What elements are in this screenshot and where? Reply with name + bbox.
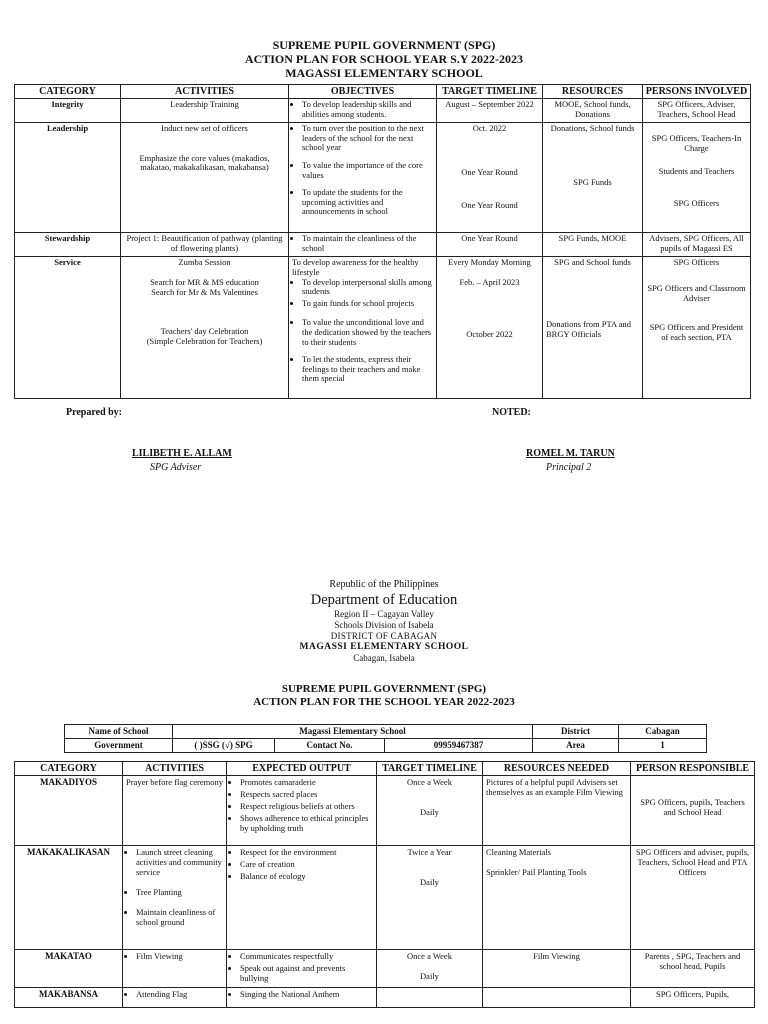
doc1-title	[0, 38, 768, 80]
resources-cell: SPG Funds, MOOE	[543, 233, 643, 257]
letterhead-republic: Republic of the Philippines	[329, 579, 439, 590]
table-row	[15, 99, 751, 123]
objective-item: • To maintain the cleanliness of the school	[302, 234, 433, 253]
timeline-item: Feb. – April 2023	[459, 276, 520, 287]
activity-item: • Launch street cleaning activities and community service	[136, 847, 223, 877]
government-value: ( )SSG (√) SPG	[173, 739, 275, 753]
letterhead-town: Cabagan, Isabela	[353, 653, 415, 663]
persons-item: SPG Officers	[673, 257, 720, 268]
output-item: • Communicates respectfully	[240, 951, 373, 961]
persons-item: SPG Officers, pupils, Teachers and School Head	[640, 797, 745, 817]
output-cell	[227, 950, 377, 988]
category-cell: Stewardship	[15, 233, 121, 257]
objective-item: • To develop interpersonal skills among students	[302, 278, 433, 297]
objective-cell	[289, 233, 437, 257]
district-label: District	[533, 725, 619, 739]
table-row	[15, 846, 755, 950]
table-row	[15, 988, 755, 1008]
objective-cell	[289, 99, 437, 123]
activity-item: Emphasize the core values (makadios, makatao, makakalikasan, makabansa)	[139, 152, 270, 173]
activity-cell: Prayer before flag ceremony	[123, 776, 227, 846]
objective-cell	[289, 123, 437, 233]
noted-label: NOTED:	[492, 407, 531, 418]
letterhead-department: Department of Education	[310, 592, 458, 608]
objective-item: • To develop leadership skills and abilities among students.	[302, 100, 433, 119]
contact-value: 09959467387	[385, 739, 533, 753]
doc1-action-plan-table	[14, 84, 751, 399]
timeline-item: Once a Week	[407, 777, 452, 787]
timeline-cell	[437, 257, 543, 399]
persons-item: SPG Officers, Teachers-In Charge	[651, 133, 742, 153]
category-cell: MAKATAO	[15, 950, 123, 988]
resources-cell: Film Viewing	[483, 950, 631, 988]
area-value: 1	[619, 739, 707, 753]
output-item: • Respects sacred places	[240, 789, 373, 799]
persons-cell: SPG Officers, Adviser, Teachers, School Head	[643, 99, 751, 123]
activity-item: (Simple Celebration for Teachers)	[146, 335, 263, 346]
persons-item: Students and Teachers	[658, 166, 735, 177]
activity-item: Search for Mr & Ms Valentines	[151, 286, 258, 297]
signatory-name: LILIBETH E. ALLAM	[132, 448, 232, 459]
header-resources: RESOURCES	[543, 85, 643, 99]
category-cell: MAKAKALIKASAN	[15, 846, 123, 950]
persons-cell	[643, 123, 751, 233]
resources-cell	[543, 123, 643, 233]
activity-item: • Maintain cleanliness of school ground	[136, 907, 223, 927]
header-category: CATEGORY	[15, 85, 121, 99]
header-persons-involved: PERSONS INVOLVED	[643, 85, 751, 99]
category-cell: MAKADIYOS	[15, 776, 123, 846]
output-cell	[227, 776, 377, 846]
letterhead-school: MAGASSI ELEMENTARY SCHOOL	[299, 642, 469, 652]
activity-item: Induct new set of officers	[161, 123, 248, 134]
name-of-school-label: Name of School	[65, 725, 173, 739]
header-expected-output: EXPECTED OUTPUT	[227, 762, 377, 776]
header-resources-needed: RESOURCES NEEDED	[483, 762, 631, 776]
objective-item: • To update the students for the upcoming activities and announcements in school	[302, 188, 433, 217]
activity-item: Teachers' day Celebration	[160, 326, 249, 337]
doc1-header-row	[15, 85, 751, 99]
doc1-title-line3: MAGASSI ELEMENTARY SCHOOL	[285, 66, 483, 80]
persons-cell	[631, 776, 755, 846]
persons-cell: Parents , SPG, Teachers and school head, Pupils	[631, 950, 755, 988]
doc2-header-row	[15, 762, 755, 776]
persons-cell: Advisers, SPG Officers, All pupils of Magassi ES	[643, 233, 751, 257]
doc2-title-line1: SUPREME PUPIL GOVERNMENT (SPG)	[281, 683, 487, 695]
activity-cell	[121, 123, 289, 233]
category-cell: Integrity	[15, 99, 121, 123]
table-row	[15, 233, 751, 257]
objective-item: • To gain funds for school projects	[302, 299, 433, 309]
objective-item: • To turn over the position to the next leaders of the school for the next school year	[302, 124, 433, 153]
letterhead-division: Schools Division of Isabela	[334, 620, 434, 630]
output-item: • Respect for the environment	[240, 847, 373, 857]
letterhead-district: DISTRICT OF CABAGAN	[330, 631, 438, 641]
contact-label: Contact No.	[275, 739, 385, 753]
timeline-cell: One Year Round	[437, 233, 543, 257]
activity-cell	[121, 257, 289, 399]
activity-cell	[123, 950, 227, 988]
table-row	[15, 123, 751, 233]
output-item: • Care of creation	[240, 859, 373, 869]
timeline-item: Daily	[420, 971, 439, 981]
resources-cell: MOOE, School funds, Donations	[543, 99, 643, 123]
header-activities: ACTIVITIES	[121, 85, 289, 99]
activity-cell	[123, 846, 227, 950]
persons-cell	[643, 257, 751, 399]
district-value: Cabagan	[619, 725, 707, 739]
persons-item: SPG Officers and Classroom Adviser	[647, 282, 746, 303]
school-info-row	[65, 739, 707, 753]
objective-item: To develop awareness for the healthy lifestyle	[292, 257, 419, 277]
school-info-table	[64, 724, 707, 753]
timeline-item: Once a Week	[407, 951, 452, 961]
activity-item: Zumba Session	[178, 257, 231, 268]
table-row	[15, 257, 751, 399]
activity-cell: Project 1: Beautification of pathway (planting of flowering plants)	[121, 233, 289, 257]
header-objectives: OBJECTIVES	[289, 85, 437, 99]
persons-cell: SPG Officers and adviser, pupils, Teachers, School Head and PTA Officers	[631, 846, 755, 950]
persons-item: SPG Officers and President of each section, PTA	[649, 322, 744, 342]
doc2-letterhead	[0, 579, 768, 664]
activity-item: • Film Viewing	[136, 951, 223, 961]
resources-item: SPG and School funds	[554, 257, 631, 268]
activity-item: • Tree Planting	[136, 887, 223, 897]
resources-cell	[483, 988, 631, 1008]
letterhead-region: Region II – Cagayan Valley	[334, 609, 434, 619]
timeline-item: Daily	[420, 877, 439, 887]
timeline-cell	[377, 776, 483, 846]
output-item: • Shows adherence to ethical principles by upholding truth	[240, 813, 373, 833]
activity-item: Search for MR & MS education	[150, 276, 259, 287]
output-item: • Singing the National Anthem	[240, 989, 373, 999]
output-item: • Speak out against and prevents bullying	[240, 963, 373, 983]
objective-item: • To value the importance of the core values	[302, 161, 433, 180]
name-of-school-value: Magassi Elementary School	[173, 725, 533, 739]
objective-item: • To let the students, express their feelings to their teachers and make them special	[302, 355, 433, 384]
table-row	[15, 950, 755, 988]
resources-cell	[543, 257, 643, 399]
timeline-cell	[377, 846, 483, 950]
output-item: • Respect religious beliefs at others	[240, 801, 373, 811]
timeline-item: One Year Round	[461, 200, 518, 211]
timeline-item: Twice a Year	[407, 847, 452, 857]
timeline-cell	[377, 950, 483, 988]
header-person-responsible: PERSON RESPONSIBLE	[631, 762, 755, 776]
timeline-cell	[377, 988, 483, 1008]
area-label: Area	[533, 739, 619, 753]
doc2-action-plan-table	[14, 761, 755, 1008]
timeline-item: Oct. 2022	[472, 123, 507, 134]
doc2-title-line2: ACTION PLAN FOR THE SCHOOL YEAR 2022-2023	[253, 696, 515, 708]
doc2-title	[0, 683, 768, 709]
government-label: Government	[65, 739, 173, 753]
activity-item: • Attending Flag	[136, 989, 223, 999]
output-item: • Promotes camaraderie	[240, 777, 373, 787]
doc1-title-line2: ACTION PLAN FOR SCHOOL YEAR S.Y 2022-2023	[244, 52, 524, 66]
output-cell	[227, 846, 377, 950]
resources-item: Donations from PTA and BRGY Officials	[546, 318, 632, 339]
header-target-timeline: TARGET TIMELINE	[377, 762, 483, 776]
output-cell	[227, 988, 377, 1008]
header-target-timeline: TARGET TIMELINE	[437, 85, 543, 99]
objective-item: • To value the unconditional love and the dedication showed by the teachers to their students	[302, 318, 433, 347]
resources-cell	[483, 846, 631, 950]
activity-cell: Leadership Training	[121, 99, 289, 123]
output-item: • Balance of ecology	[240, 871, 373, 881]
timeline-cell	[437, 123, 543, 233]
signatory-title: SPG Adviser	[150, 462, 202, 473]
category-cell: MAKABANSA	[15, 988, 123, 1008]
prepared-by-label: Prepared by:	[66, 407, 123, 418]
header-category: CATEGORY	[15, 762, 123, 776]
resources-item: Cleaning Materials	[486, 847, 551, 857]
persons-cell: SPG Officers, Pupils,	[631, 988, 755, 1008]
resources-item: Donations, School funds	[550, 123, 635, 134]
objective-cell	[289, 257, 437, 399]
resources-item: SPG Funds	[573, 176, 612, 187]
timeline-item: Daily	[420, 807, 439, 817]
timeline-item: Every Monday Morning	[448, 257, 531, 268]
header-activities: ACTIVITIES	[123, 762, 227, 776]
category-cell: Leadership	[15, 123, 121, 233]
category-cell: Service	[15, 257, 121, 399]
signatory-name: ROMEL M. TARUN	[526, 448, 615, 459]
school-info-row	[65, 725, 707, 739]
resources-cell: Pictures of a helpful pupil Advisers set themselves as an example Film Viewing	[483, 776, 631, 846]
activity-cell	[123, 988, 227, 1008]
signatory-title: Principal 2	[546, 462, 592, 473]
timeline-item: One Year Round	[461, 166, 518, 177]
persons-item: SPG Officers	[673, 197, 720, 208]
table-row	[15, 776, 755, 846]
timeline-cell: August – September 2022	[437, 99, 543, 123]
resources-item: Sprinkler/ Pail Planting Tools	[486, 867, 587, 877]
doc1-title-line1: SUPREME PUPIL GOVERNMENT (SPG)	[272, 38, 496, 52]
timeline-item: October 2022	[466, 328, 513, 339]
